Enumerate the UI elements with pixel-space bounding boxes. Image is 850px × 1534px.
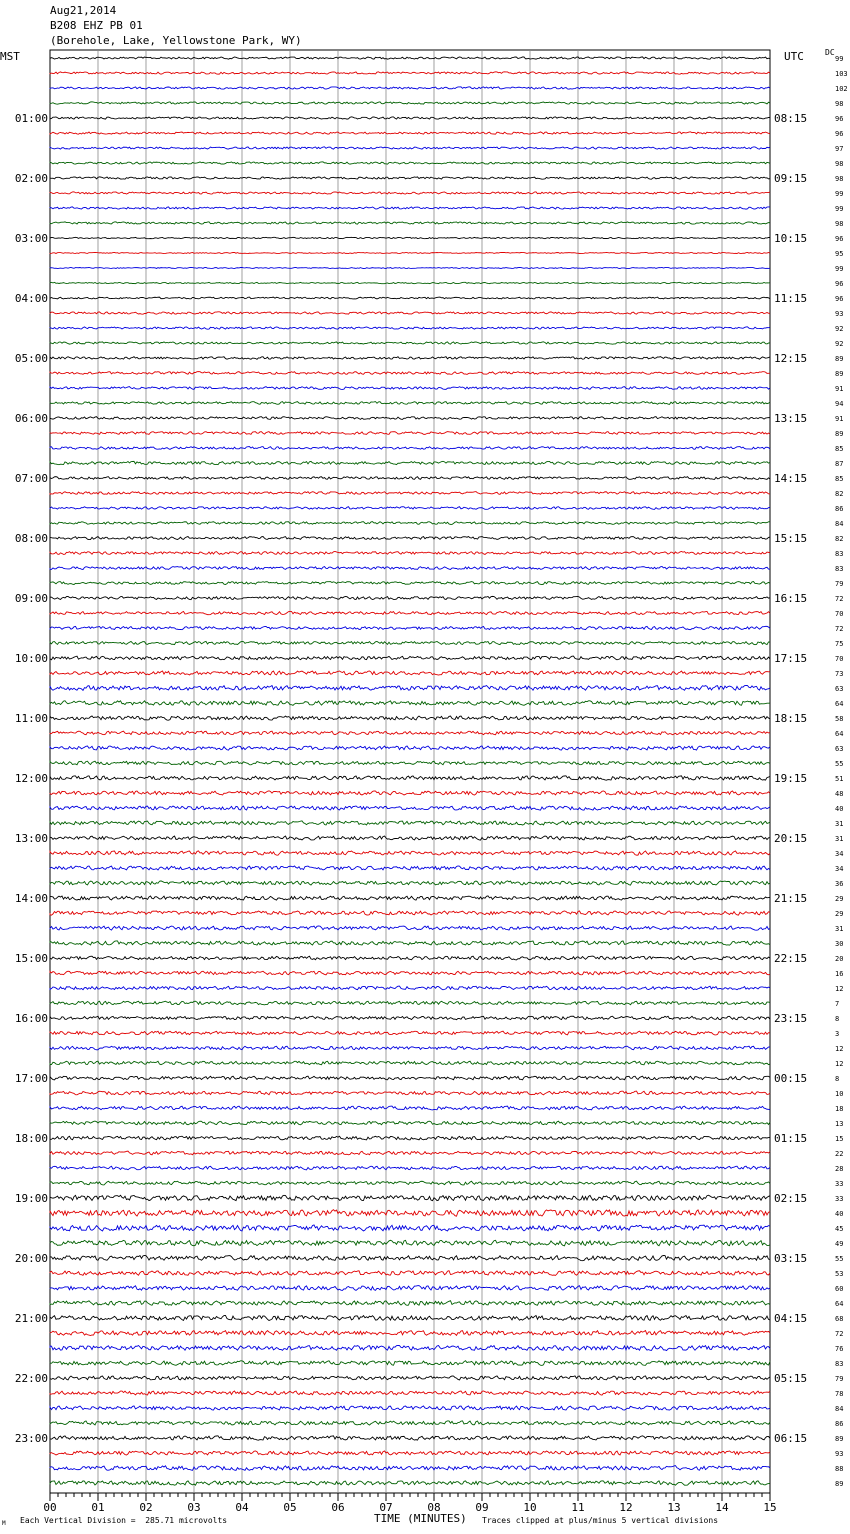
right-hour-label: 12:15 bbox=[774, 352, 808, 365]
seismic-trace bbox=[50, 1121, 770, 1125]
dc-offset-label: 93 bbox=[835, 1450, 844, 1458]
seismic-trace bbox=[50, 1061, 770, 1065]
seismic-trace bbox=[50, 685, 770, 690]
dc-offset-label: 83 bbox=[835, 550, 844, 558]
seismic-trace bbox=[50, 716, 770, 720]
left-hour-label: 21:00 bbox=[14, 1312, 48, 1325]
seismic-trace bbox=[50, 237, 770, 238]
dc-offset-label: 99 bbox=[835, 265, 844, 273]
dc-offset-label: 33 bbox=[835, 1195, 844, 1203]
seismic-trace bbox=[50, 866, 770, 870]
dc-offset-label: 12 bbox=[835, 1060, 844, 1068]
seismic-trace bbox=[50, 1331, 770, 1336]
dc-offset-label: 98 bbox=[835, 220, 844, 228]
seismic-trace bbox=[50, 941, 770, 945]
header-location: (Borehole, Lake, Yellowstone Park, WY) bbox=[50, 34, 302, 47]
left-hour-label: 13:00 bbox=[14, 832, 48, 845]
dc-offset-label: 92 bbox=[835, 325, 844, 333]
right-hour-label: 23:15 bbox=[774, 1012, 808, 1025]
x-tick-label: 06 bbox=[331, 1501, 345, 1514]
seismic-trace bbox=[50, 102, 770, 104]
dc-offset-label: 28 bbox=[835, 1165, 844, 1173]
dc-offset-label: 55 bbox=[835, 760, 844, 768]
left-hour-label: 20:00 bbox=[14, 1252, 48, 1265]
plot-frame bbox=[50, 50, 770, 1493]
x-tick-label: 07 bbox=[379, 1501, 393, 1514]
seismic-trace bbox=[50, 1255, 770, 1260]
seismic-trace bbox=[50, 1151, 770, 1155]
dc-offset-label: 53 bbox=[835, 1270, 844, 1278]
left-hour-label: 15:00 bbox=[14, 952, 48, 965]
seismic-trace bbox=[50, 147, 770, 149]
right-hour-label: 01:15 bbox=[774, 1132, 808, 1145]
seismic-trace bbox=[50, 1345, 770, 1350]
dc-offset-label: 8 bbox=[835, 1075, 840, 1083]
right-hour-label: 18:15 bbox=[774, 712, 808, 725]
dc-offset-label: 10 bbox=[835, 1090, 844, 1098]
x-axis-title: TIME (MINUTES) bbox=[374, 1512, 467, 1525]
seismic-trace bbox=[50, 1031, 770, 1035]
dc-offset-label: 85 bbox=[835, 445, 844, 453]
dc-offset-label: 91 bbox=[835, 385, 844, 393]
left-hour-label: 02:00 bbox=[14, 172, 48, 185]
left-hour-label: 12:00 bbox=[14, 772, 48, 785]
dc-offset-label: 15 bbox=[835, 1135, 844, 1143]
dc-offset-label: 33 bbox=[835, 1180, 844, 1188]
right-hour-label: 16:15 bbox=[774, 592, 808, 605]
seismic-trace bbox=[50, 507, 770, 510]
dc-offset-label: 49 bbox=[835, 1240, 844, 1248]
dc-offset-label: 78 bbox=[835, 1390, 844, 1398]
seismic-trace bbox=[50, 566, 770, 569]
dc-offset-label: 88 bbox=[835, 1465, 844, 1473]
dc-offset-label: 70 bbox=[835, 610, 844, 618]
dc-offset-label: 18 bbox=[835, 1105, 844, 1113]
x-tick-label: 00 bbox=[43, 1501, 57, 1514]
dc-offset-label: 34 bbox=[835, 850, 844, 858]
dc-offset-label: 103 bbox=[835, 70, 848, 78]
left-hour-label: 06:00 bbox=[14, 412, 48, 425]
dc-offset-label: 72 bbox=[835, 625, 844, 633]
seismic-trace bbox=[50, 222, 770, 224]
seismic-trace bbox=[50, 836, 770, 840]
dc-offset-label: 82 bbox=[835, 535, 844, 543]
seismic-trace bbox=[50, 477, 770, 480]
right-axis-label: UTC bbox=[784, 50, 804, 63]
left-hour-label: 09:00 bbox=[14, 592, 48, 605]
seismic-trace bbox=[50, 312, 770, 314]
x-tick-label: 12 bbox=[619, 1501, 633, 1514]
seismic-trace bbox=[50, 207, 770, 209]
seismic-trace bbox=[50, 701, 770, 706]
seismic-trace bbox=[50, 911, 770, 915]
dc-offset-label: 20 bbox=[835, 955, 844, 963]
left-hour-label: 17:00 bbox=[14, 1072, 48, 1085]
dc-offset-label: 79 bbox=[835, 1375, 844, 1383]
right-hour-label: 00:15 bbox=[774, 1072, 808, 1085]
dc-offset-label: 29 bbox=[835, 910, 844, 918]
right-hour-label: 04:15 bbox=[774, 1312, 808, 1325]
dc-offset-label: 31 bbox=[835, 835, 844, 843]
dc-offset-label: 91 bbox=[835, 415, 844, 423]
seismic-trace bbox=[50, 896, 770, 900]
dc-offset-label: 98 bbox=[835, 160, 844, 168]
dc-offset-label: 72 bbox=[835, 595, 844, 603]
dc-offset-label: 97 bbox=[835, 145, 844, 153]
seismic-trace bbox=[50, 1240, 770, 1246]
dc-offset-label: 84 bbox=[835, 520, 844, 528]
seismic-trace bbox=[50, 1451, 770, 1455]
left-hour-label: 03:00 bbox=[14, 232, 48, 245]
dc-offset-label: 3 bbox=[835, 1030, 840, 1038]
x-tick-label: 15 bbox=[763, 1501, 777, 1514]
seismic-trace bbox=[50, 372, 770, 375]
left-hour-label: 04:00 bbox=[14, 292, 48, 305]
seismic-trace bbox=[50, 671, 770, 675]
dc-offset-label: 31 bbox=[835, 820, 844, 828]
dc-offset-label: 12 bbox=[835, 985, 844, 993]
seismic-trace bbox=[50, 57, 770, 59]
seismic-trace bbox=[50, 132, 770, 134]
dc-offset-label: 96 bbox=[835, 235, 844, 243]
left-hour-label: 05:00 bbox=[14, 352, 48, 365]
dc-offset-label: 36 bbox=[835, 880, 844, 888]
dc-offset-label: 13 bbox=[835, 1120, 844, 1128]
dc-offset-label: 40 bbox=[835, 805, 844, 813]
x-tick-label: 08 bbox=[427, 1501, 441, 1514]
left-hour-label: 19:00 bbox=[14, 1192, 48, 1205]
dc-offset-label: 51 bbox=[835, 775, 844, 783]
dc-offset-label: 98 bbox=[835, 100, 844, 108]
dc-offset-label: 75 bbox=[835, 640, 844, 648]
seismic-trace bbox=[50, 656, 770, 660]
seismic-trace bbox=[50, 87, 770, 89]
seismic-trace bbox=[50, 881, 770, 885]
seismic-trace bbox=[50, 791, 770, 795]
seismic-trace bbox=[50, 582, 770, 585]
dc-offset-label: 16 bbox=[835, 970, 844, 978]
seismic-trace bbox=[50, 551, 770, 554]
seismic-trace bbox=[50, 761, 770, 765]
seismic-trace bbox=[50, 596, 770, 599]
left-hour-label: 10:00 bbox=[14, 652, 48, 665]
x-tick-label: 09 bbox=[475, 1501, 489, 1514]
x-tick-label: 03 bbox=[187, 1501, 201, 1514]
dc-offset-label: 93 bbox=[835, 310, 844, 318]
seismic-trace bbox=[50, 1301, 770, 1306]
dc-offset-label: 89 bbox=[835, 370, 844, 378]
seismic-trace bbox=[50, 1106, 770, 1110]
header-date: Aug21,2014 bbox=[50, 4, 117, 17]
dc-offset-label: 99 bbox=[835, 55, 844, 63]
seismic-trace bbox=[50, 1091, 770, 1095]
dc-offset-label: 96 bbox=[835, 280, 844, 288]
dc-offset-label: 64 bbox=[835, 700, 844, 708]
seismic-trace bbox=[50, 357, 770, 360]
dc-offset-label: 99 bbox=[835, 205, 844, 213]
left-hour-label: 07:00 bbox=[14, 472, 48, 485]
seismic-trace bbox=[50, 117, 770, 119]
dc-offset-label: 63 bbox=[835, 745, 844, 753]
seismic-trace bbox=[50, 1421, 770, 1425]
dc-offset-label: 12 bbox=[835, 1045, 844, 1053]
x-tick-label: 14 bbox=[715, 1501, 729, 1514]
dc-offset-label: 8 bbox=[835, 1015, 840, 1023]
x-tick-label: 10 bbox=[523, 1501, 537, 1514]
seismic-trace bbox=[50, 1391, 770, 1395]
dc-offset-label: 87 bbox=[835, 460, 844, 468]
dc-offset-label: 84 bbox=[835, 1405, 844, 1413]
dc-offset-label: 83 bbox=[835, 1360, 844, 1368]
dc-offset-label: 79 bbox=[835, 580, 844, 588]
dc-offset-label: 89 bbox=[835, 1480, 844, 1488]
scale-note: Each Vertical Division = 285.71 microvolts bbox=[20, 1516, 228, 1525]
dc-offset-label: 86 bbox=[835, 505, 844, 513]
seismic-trace bbox=[50, 1271, 770, 1276]
seismic-trace bbox=[50, 282, 770, 283]
dc-offset-label: 92 bbox=[835, 340, 844, 348]
seismic-trace bbox=[50, 327, 770, 329]
dc-offset-label: 58 bbox=[835, 715, 844, 723]
seismic-trace bbox=[50, 177, 770, 179]
clip-note: Traces clipped at plus/minus 5 vertical divisions bbox=[482, 1516, 719, 1525]
dc-offset-label: 102 bbox=[835, 85, 848, 93]
seismic-trace bbox=[50, 432, 770, 435]
x-tick-label: 01 bbox=[91, 1501, 105, 1514]
left-hour-label: 14:00 bbox=[14, 892, 48, 905]
dc-offset-label: 22 bbox=[835, 1150, 844, 1158]
seismic-trace bbox=[50, 971, 770, 975]
seismic-trace bbox=[50, 1136, 770, 1140]
right-hour-label: 13:15 bbox=[774, 412, 808, 425]
dc-offset-label: 31 bbox=[835, 925, 844, 933]
dc-offset-label: 94 bbox=[835, 400, 844, 408]
right-hour-label: 20:15 bbox=[774, 832, 808, 845]
right-hour-label: 21:15 bbox=[774, 892, 808, 905]
dc-label: DC bbox=[825, 48, 835, 57]
right-hour-label: 08:15 bbox=[774, 112, 808, 125]
seismic-trace bbox=[50, 956, 770, 960]
seismic-trace bbox=[50, 611, 770, 614]
x-tick-label: 02 bbox=[139, 1501, 153, 1514]
seismic-trace bbox=[50, 267, 770, 268]
seismic-trace bbox=[50, 447, 770, 450]
seismic-trace bbox=[50, 986, 770, 990]
corner-mark: M bbox=[2, 1520, 6, 1527]
dc-offset-label: 89 bbox=[835, 430, 844, 438]
seismic-trace bbox=[50, 821, 770, 825]
right-hour-label: 06:15 bbox=[774, 1432, 808, 1445]
seismic-trace bbox=[50, 851, 770, 855]
dc-offset-label: 70 bbox=[835, 655, 844, 663]
seismic-trace bbox=[50, 1210, 770, 1217]
seismic-trace bbox=[50, 1436, 770, 1440]
seismic-trace bbox=[50, 387, 770, 390]
right-hour-label: 14:15 bbox=[774, 472, 808, 485]
right-hour-label: 02:15 bbox=[774, 1192, 808, 1205]
seismic-trace bbox=[50, 417, 770, 420]
seismic-trace bbox=[50, 776, 770, 780]
left-hour-label: 16:00 bbox=[14, 1012, 48, 1025]
right-hour-label: 15:15 bbox=[774, 532, 808, 545]
seismic-trace bbox=[50, 806, 770, 810]
seismic-trace bbox=[50, 926, 770, 930]
seismic-trace bbox=[50, 1166, 770, 1170]
dc-offset-label: 68 bbox=[835, 1315, 844, 1323]
seismic-trace bbox=[50, 731, 770, 735]
seismic-trace bbox=[50, 1076, 770, 1080]
dc-offset-label: 96 bbox=[835, 115, 844, 123]
x-tick-label: 05 bbox=[283, 1501, 297, 1514]
right-hour-label: 10:15 bbox=[774, 232, 808, 245]
left-hour-label: 08:00 bbox=[14, 532, 48, 545]
seismic-trace bbox=[50, 1315, 770, 1320]
dc-offset-label: 72 bbox=[835, 1330, 844, 1338]
dc-offset-label: 96 bbox=[835, 130, 844, 138]
seismic-trace bbox=[50, 1361, 770, 1366]
dc-offset-label: 89 bbox=[835, 355, 844, 363]
right-hour-label: 19:15 bbox=[774, 772, 808, 785]
dc-offset-label: 98 bbox=[835, 175, 844, 183]
dc-offset-label: 82 bbox=[835, 490, 844, 498]
dc-offset-label: 40 bbox=[835, 1210, 844, 1218]
left-hour-label: 22:00 bbox=[14, 1372, 48, 1385]
seismic-trace bbox=[50, 342, 770, 344]
right-hour-label: 05:15 bbox=[774, 1372, 808, 1385]
seismic-trace bbox=[50, 1016, 770, 1020]
seismic-trace bbox=[50, 1225, 770, 1231]
seismic-trace bbox=[50, 461, 770, 464]
seismic-trace bbox=[50, 522, 770, 525]
x-tick-label: 11 bbox=[571, 1501, 585, 1514]
right-hour-label: 17:15 bbox=[774, 652, 808, 665]
dc-offset-label: 73 bbox=[835, 670, 844, 678]
right-hour-label: 22:15 bbox=[774, 952, 808, 965]
right-hour-label: 11:15 bbox=[774, 292, 808, 305]
dc-offset-label: 96 bbox=[835, 295, 844, 303]
seismic-trace bbox=[50, 1466, 770, 1471]
dc-offset-label: 99 bbox=[835, 190, 844, 198]
seismic-trace bbox=[50, 1406, 770, 1410]
header-station: B208 EHZ PB 01 bbox=[50, 19, 143, 32]
dc-offset-label: 45 bbox=[835, 1225, 844, 1233]
left-hour-label: 23:00 bbox=[14, 1432, 48, 1445]
right-hour-label: 03:15 bbox=[774, 1252, 808, 1265]
seismic-trace bbox=[50, 252, 770, 253]
seismic-trace bbox=[50, 297, 770, 299]
dc-offset-label: 85 bbox=[835, 475, 844, 483]
seismic-trace bbox=[50, 192, 770, 194]
dc-offset-label: 83 bbox=[835, 565, 844, 573]
dc-offset-label: 95 bbox=[835, 250, 844, 258]
left-hour-label: 01:00 bbox=[14, 112, 48, 125]
seismic-trace bbox=[50, 1046, 770, 1050]
dc-offset-label: 64 bbox=[835, 1300, 844, 1308]
seismic-trace bbox=[50, 1195, 770, 1200]
seismic-trace bbox=[50, 641, 770, 644]
seismic-trace bbox=[50, 1286, 770, 1291]
seismic-trace bbox=[50, 1376, 770, 1380]
seismic-trace bbox=[50, 746, 770, 750]
left-hour-label: 11:00 bbox=[14, 712, 48, 725]
dc-offset-label: 34 bbox=[835, 865, 844, 873]
seismic-trace bbox=[50, 1001, 770, 1005]
seismic-trace bbox=[50, 72, 770, 74]
x-tick-label: 13 bbox=[667, 1501, 681, 1514]
seismic-trace bbox=[50, 162, 770, 164]
seismic-trace bbox=[50, 492, 770, 495]
dc-offset-label: 7 bbox=[835, 1000, 840, 1008]
right-hour-label: 09:15 bbox=[774, 172, 808, 185]
seismic-trace bbox=[50, 1181, 770, 1185]
dc-offset-label: 63 bbox=[835, 685, 844, 693]
dc-offset-label: 55 bbox=[835, 1255, 844, 1263]
dc-offset-label: 64 bbox=[835, 730, 844, 738]
dc-offset-label: 86 bbox=[835, 1420, 844, 1428]
dc-offset-label: 60 bbox=[835, 1285, 844, 1293]
left-hour-label: 18:00 bbox=[14, 1132, 48, 1145]
dc-offset-label: 30 bbox=[835, 940, 844, 948]
left-axis-label: MST bbox=[0, 50, 20, 63]
seismic-trace bbox=[50, 1481, 770, 1485]
seismic-trace bbox=[50, 537, 770, 540]
dc-offset-label: 76 bbox=[835, 1345, 844, 1353]
x-tick-label: 04 bbox=[235, 1501, 249, 1514]
dc-offset-label: 89 bbox=[835, 1435, 844, 1443]
dc-offset-label: 29 bbox=[835, 895, 844, 903]
seismic-trace bbox=[50, 626, 770, 629]
dc-offset-label: 48 bbox=[835, 790, 844, 798]
seismic-trace bbox=[50, 402, 770, 405]
